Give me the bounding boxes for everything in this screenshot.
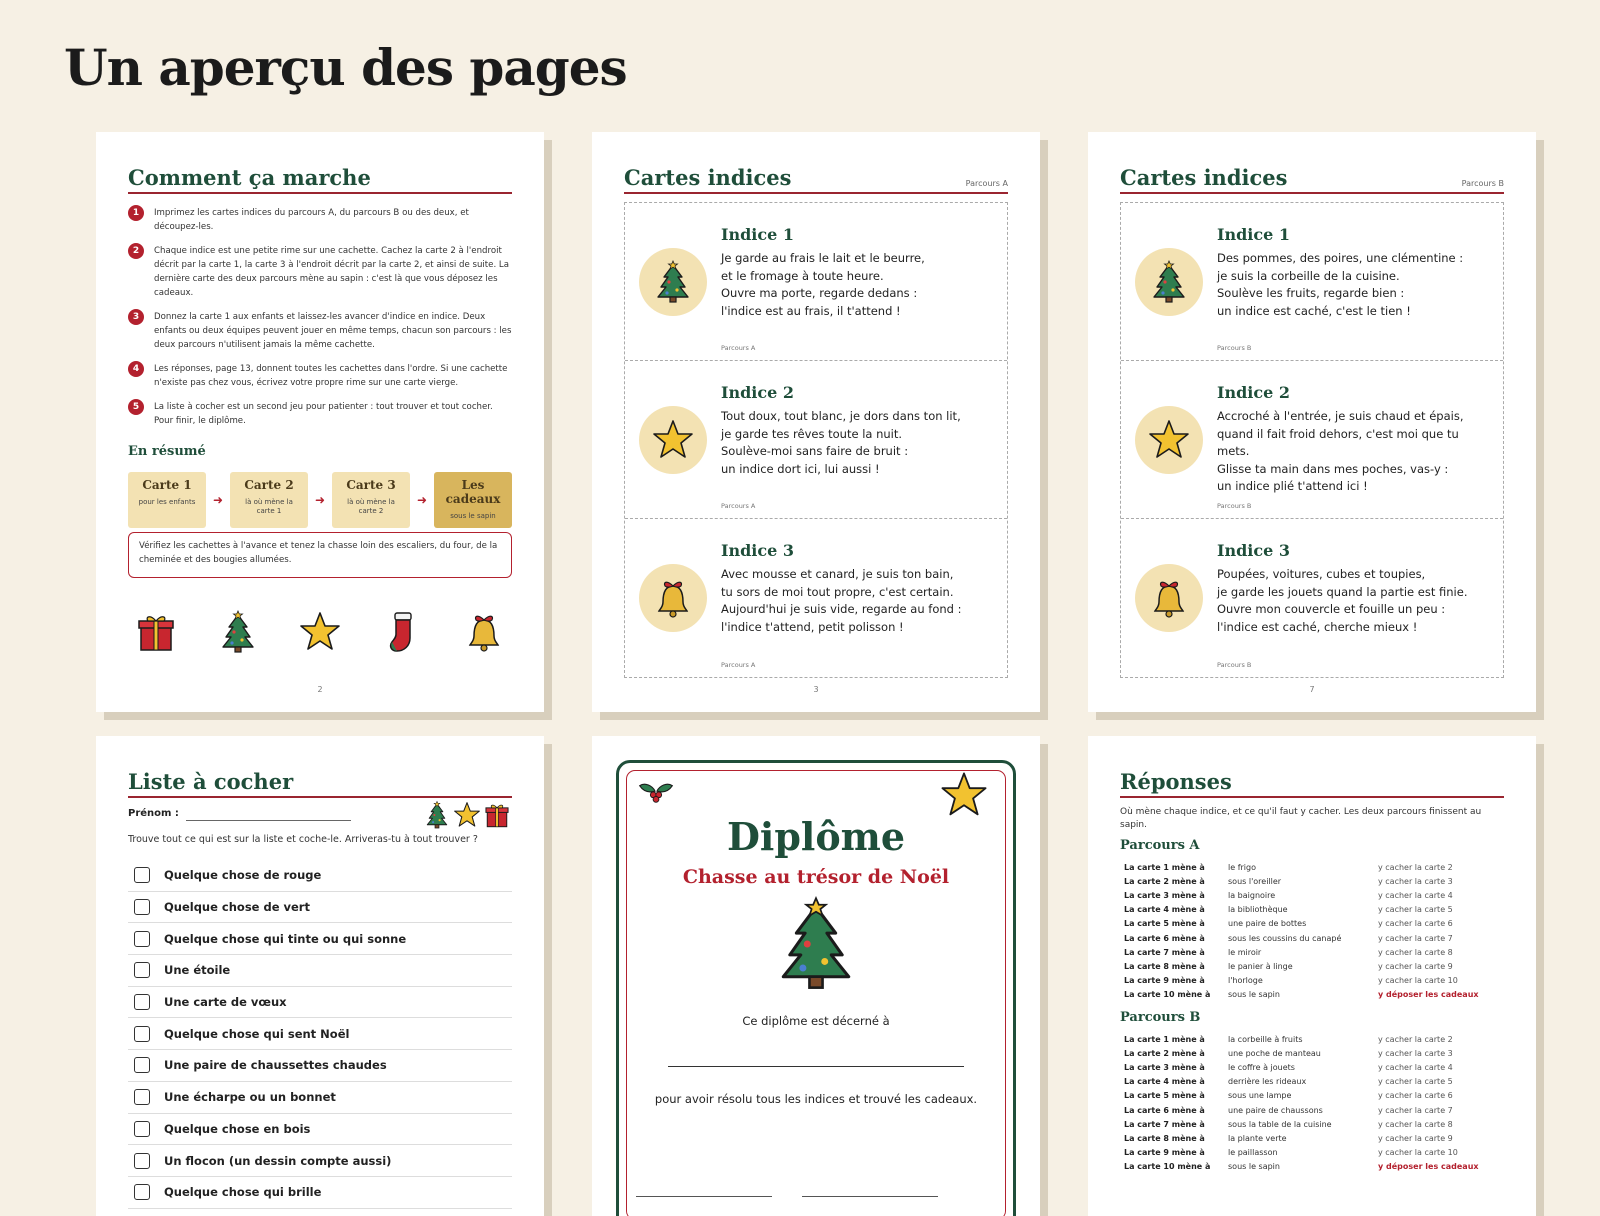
clue-cards <box>1120 202 1504 678</box>
icon-circle <box>639 564 707 632</box>
clue-card <box>1121 203 1503 361</box>
checklist-item[interactable] <box>128 1018 512 1050</box>
verse-line: Des pommes, des poires, une clémentine : <box>1217 251 1464 265</box>
checklist-item-label: Quelque chose qui sent Noël <box>164 1026 350 1041</box>
page-number: 3 <box>813 685 819 694</box>
answer-card: La carte 8 mène à <box>1124 961 1205 971</box>
answer-row <box>1124 1146 1504 1160</box>
page-cards-b[interactable] <box>1088 132 1536 712</box>
answer-row <box>1124 945 1504 959</box>
answer-location: une paire de bottes <box>1228 919 1307 929</box>
card-route-tag: Parcours B <box>1217 661 1252 669</box>
star-icon <box>653 418 693 462</box>
step-number-badge: 3 <box>128 309 144 325</box>
answer-row <box>1124 917 1504 931</box>
steps-list <box>128 206 512 438</box>
answer-action: y cacher la carte 8 <box>1378 947 1453 957</box>
step-text: La liste à cocher est un second jeu pour patienter : tout trouver et tout cocher. Pour finir, le diplôme. <box>154 402 493 426</box>
tree-icon <box>424 800 450 830</box>
answer-location: le frigo <box>1228 862 1256 872</box>
verse-line: Soulève les fruits, regarde bien : <box>1217 286 1405 300</box>
step-text: Chaque indice est une petite rime sur une cachette. Cachez la carte 2 à l'endroit décrit par la carte 1, la carte 3 à l'endroit décrit par la carte 2, et ainsi de suite. La dernière carte des deux parcours mène au sapin : c'est là que vous déposez les cadeaux. <box>154 246 509 298</box>
clue-verse <box>1217 250 1493 320</box>
flow-box-sub: là où mène la carte 1 <box>245 498 293 515</box>
verse-line: Accroché à l'entrée, je suis chaud et épais, <box>1217 409 1464 423</box>
checkbox[interactable] <box>134 931 150 947</box>
answer-action: y cacher la carte 6 <box>1378 919 1453 929</box>
answer-location: sous une lampe <box>1228 1091 1292 1101</box>
clue-title: Indice 2 <box>721 383 795 402</box>
arrow-right-icon: ➜ <box>416 493 428 507</box>
holly-icon <box>636 780 676 806</box>
step-number-badge: 4 <box>128 361 144 377</box>
verse-line: je garde les jouets quand la partie est finie. <box>1217 584 1468 599</box>
bell-icon <box>464 610 504 654</box>
verse-line: Ouvre mon couvercle et fouille un peu : <box>1217 602 1446 616</box>
step-text: Donnez la carte 1 aux enfants et laissez-les avancer d'indice en indice. Deux enfants ou deux équipes peuvent jouer en même temps, chacun son parcours : les deux parcours n'utilisent jamais la même cachette. <box>154 312 512 350</box>
card-route-tag: Parcours A <box>721 661 756 669</box>
answer-action: y cacher la carte 10 <box>1378 1148 1458 1158</box>
checklist-item-label: Quelque chose de rouge <box>164 868 322 883</box>
verse-line: l'indice est caché, cherche mieux ! <box>1217 619 1418 634</box>
checklist-item-label: Quelque chose de vert <box>164 900 310 915</box>
page-header <box>1120 766 1504 798</box>
checklist-item[interactable] <box>128 1114 512 1146</box>
checklist-item-label: Une carte de vœux <box>164 995 287 1010</box>
verse-line: quand il fait froid dehors, c'est moi que tu mets. <box>1217 426 1459 458</box>
clue-cards <box>624 202 1008 678</box>
answer-action: y cacher la carte 9 <box>1378 961 1453 971</box>
checklist-item[interactable] <box>128 987 512 1019</box>
verse-line: je suis la corbeille de la cuisine. <box>1217 268 1400 283</box>
gift-icon <box>484 800 510 830</box>
flow-box-sub: pour les enfants <box>138 498 196 506</box>
diploma-subtitle: Chasse au trésor de Noël <box>682 866 950 888</box>
clue-card <box>625 203 1007 361</box>
answer-card: La carte 10 mène à <box>1124 1162 1211 1172</box>
route-b-heading: Parcours B <box>1120 1010 1201 1025</box>
route-tag: Parcours A <box>965 179 1008 188</box>
checkbox[interactable] <box>134 1057 150 1073</box>
answer-action: y cacher la carte 5 <box>1378 905 1453 915</box>
checkbox[interactable] <box>134 1089 150 1105</box>
answer-location: le coffre à jouets <box>1228 1062 1295 1072</box>
clue-title: Indice 1 <box>721 225 795 244</box>
stocking-icon <box>382 610 422 654</box>
verse-line: Avec mousse et canard, je suis ton bain, <box>721 567 954 581</box>
answer-action: y cacher la carte 7 <box>1378 933 1453 943</box>
page-number: 2 <box>317 685 323 694</box>
flow-box-sub: là où mène la carte 2 <box>347 498 395 515</box>
flow-box <box>230 472 308 528</box>
answer-location: une poche de manteau <box>1228 1048 1321 1058</box>
verse-line: l'indice est au frais, il t'attend ! <box>721 303 901 318</box>
step-number-badge: 5 <box>128 399 144 415</box>
step-number-badge: 2 <box>128 243 144 259</box>
checklist-item-label: Quelque chose en bois <box>164 1121 311 1136</box>
page-answers[interactable] <box>1088 736 1536 1216</box>
arrow-right-icon: ➜ <box>212 493 224 507</box>
diploma-awarded-to: Ce diplôme est décerné à <box>742 1014 890 1028</box>
icon-circle <box>1135 248 1203 316</box>
answer-card: La carte 6 mène à <box>1124 933 1205 943</box>
page-heading: Réponses <box>1120 769 1232 794</box>
verse-line: Glisse ta main dans mes poches, vas-y : <box>1217 461 1449 476</box>
answer-action: y cacher la carte 5 <box>1378 1077 1453 1087</box>
answer-card: La carte 4 mène à <box>1124 905 1205 915</box>
verse-line: Soulève-moi sans faire de bruit : <box>721 444 909 458</box>
answer-row <box>1124 888 1504 902</box>
clue-verse <box>721 566 997 636</box>
answer-location: le panier à linge <box>1228 961 1293 971</box>
clue-card <box>625 519 1007 677</box>
page-heading: Cartes indices <box>624 165 792 190</box>
answer-location: la bibliothèque <box>1228 905 1288 915</box>
checklist-item[interactable] <box>128 1050 512 1082</box>
checklist-item[interactable] <box>128 1177 512 1209</box>
answer-location: derrière les rideaux <box>1228 1077 1307 1087</box>
clue-verse <box>1217 408 1493 496</box>
answer-card: La carte 1 mène à <box>1124 862 1205 872</box>
checkbox[interactable] <box>134 1153 150 1169</box>
answer-card: La carte 10 mène à <box>1124 990 1211 1000</box>
clue-verse <box>721 408 997 478</box>
checklist-item-label: Un flocon (un dessin compte aussi) <box>164 1153 392 1168</box>
checkbox[interactable] <box>134 1184 150 1200</box>
page-number: 7 <box>1309 685 1315 694</box>
icon-circle <box>1135 406 1203 474</box>
icon-circle <box>639 248 707 316</box>
flow-box <box>128 472 206 528</box>
page-heading: Comment ça marche <box>128 165 371 190</box>
flow-box-title: Carte 1 <box>142 478 192 492</box>
card-route-tag: Parcours A <box>721 344 756 352</box>
step-text: Les réponses, page 13, donnent toutes les cachettes dans l'ordre. Si une cachette n'existe pas chez vous, écrivez votre propre rime sur une carte vierge. <box>154 364 508 388</box>
checklist-item-label: Quelque chose qui tinte ou qui sonne <box>164 931 407 946</box>
answer-card: La carte 5 mène à <box>1124 919 1205 929</box>
safety-warning: Vérifiez les cachettes à l'avance et tenez la chasse loin des escaliers, du four, de la cheminée et des bougies allumées. <box>128 532 512 578</box>
verse-line: Ouvre ma porte, regarde dedans : <box>721 286 918 300</box>
step-item <box>128 400 512 428</box>
answer-action: y cacher la carte 8 <box>1378 1119 1453 1129</box>
verse-line: Aujourd'hui je suis vide, regarde au fond : <box>721 602 962 616</box>
clue-card <box>1121 361 1503 519</box>
page-diploma[interactable] <box>592 736 1040 1216</box>
page-heading: Liste à cocher <box>128 769 294 794</box>
answer-location: le miroir <box>1228 947 1262 957</box>
answer-row <box>1124 1032 1504 1046</box>
clue-card <box>625 361 1007 519</box>
answer-location: sous le sapin <box>1228 990 1280 1000</box>
answer-card: La carte 9 mène à <box>1124 1148 1205 1158</box>
answer-location: une paire de chaussons <box>1228 1105 1323 1115</box>
checklist-item[interactable] <box>128 955 512 987</box>
verse-line: Je garde au frais le lait et le beurre, <box>721 251 925 265</box>
checklist-item[interactable] <box>128 892 512 924</box>
flow-box-sub: sous le sapin <box>450 512 496 520</box>
checklist-item[interactable] <box>128 1082 512 1114</box>
page-heading: Cartes indices <box>1120 165 1288 190</box>
page-header <box>624 162 1008 194</box>
name-label: Prénom : <box>128 808 179 819</box>
answer-row <box>1124 903 1504 917</box>
clue-title: Indice 1 <box>1217 225 1291 244</box>
icon-circle <box>639 406 707 474</box>
answer-location: sous le sapin <box>1228 1162 1280 1172</box>
answer-row <box>1124 1075 1504 1089</box>
answer-action: y cacher la carte 9 <box>1378 1133 1453 1143</box>
answer-row <box>1124 931 1504 945</box>
checklist-item-label: Une écharpe ou un bonnet <box>164 1090 336 1105</box>
page-header <box>128 766 512 798</box>
verse-line: et le fromage à toute heure. <box>721 268 884 283</box>
answer-action: y cacher la carte 7 <box>1378 1105 1453 1115</box>
answer-card: La carte 7 mène à <box>1124 947 1205 957</box>
star-icon <box>454 800 480 830</box>
bell-icon <box>1149 576 1189 620</box>
signature-line[interactable] <box>636 1196 772 1197</box>
verse-line: Poupées, voitures, cubes et toupies, <box>1217 567 1426 581</box>
route-tag: Parcours B <box>1461 179 1504 188</box>
answer-card: La carte 7 mène à <box>1124 1119 1205 1129</box>
answer-row <box>1124 1117 1504 1131</box>
card-route-tag: Parcours B <box>1217 502 1252 510</box>
icon-circle <box>1135 564 1203 632</box>
answer-card: La carte 6 mène à <box>1124 1105 1205 1115</box>
answer-location: le paillasson <box>1228 1148 1278 1158</box>
answer-action: y cacher la carte 6 <box>1378 1091 1453 1101</box>
checkbox[interactable] <box>134 994 150 1010</box>
answer-row <box>1124 1160 1504 1174</box>
step-item <box>128 362 512 390</box>
answer-action: y cacher la carte 3 <box>1378 876 1453 886</box>
answer-card: La carte 3 mène à <box>1124 1062 1205 1072</box>
star-icon <box>1149 418 1189 462</box>
verse-line: je garde tes rêves toute la nuit. <box>721 426 903 441</box>
card-route-tag: Parcours A <box>721 502 756 510</box>
answer-row <box>1124 860 1504 874</box>
clue-title: Indice 3 <box>1217 541 1291 560</box>
answer-card: La carte 1 mène à <box>1124 1034 1205 1044</box>
page-header <box>128 162 512 194</box>
summary-flow <box>128 472 512 528</box>
checkbox[interactable] <box>134 962 150 978</box>
answer-location: la plante verte <box>1228 1133 1287 1143</box>
step-item <box>128 206 512 234</box>
arrow-right-icon: ➜ <box>314 493 326 507</box>
verse-line: un indice plié t'attend ici ! <box>1217 479 1368 493</box>
answer-card: La carte 9 mène à <box>1124 976 1205 986</box>
answer-action: y cacher la carte 4 <box>1378 1062 1453 1072</box>
answer-action: y cacher la carte 3 <box>1378 1048 1453 1058</box>
answer-location: sous l'oreiller <box>1228 876 1282 886</box>
verse-line: tu sors de moi tout propre, c'est certain. <box>721 584 954 599</box>
answer-action: y déposer les cadeaux <box>1378 990 1479 1000</box>
answer-action: y cacher la carte 10 <box>1378 976 1458 986</box>
page-how-it-works[interactable] <box>96 132 544 712</box>
answer-location: la baignoire <box>1228 890 1276 900</box>
checklist-item-label: Quelque chose qui brille <box>164 1185 322 1200</box>
recipient-line[interactable] <box>668 1066 964 1067</box>
tree-icon <box>1149 260 1189 304</box>
answer-row <box>1124 874 1504 888</box>
checklist-item[interactable] <box>128 860 512 892</box>
answer-row <box>1124 1131 1504 1145</box>
answer-card: La carte 5 mène à <box>1124 1091 1205 1101</box>
step-item <box>128 310 512 352</box>
verse-line: un indice dort ici, lui aussi ! <box>721 461 880 476</box>
step-number-badge: 1 <box>128 205 144 221</box>
route-a-heading: Parcours A <box>1120 838 1200 853</box>
answer-action: y cacher la carte 2 <box>1378 1034 1453 1044</box>
checklist-item[interactable] <box>128 923 512 955</box>
clue-verse <box>1217 566 1493 636</box>
verse-line: l'indice t'attend, petit polisson ! <box>721 619 904 634</box>
answer-card: La carte 2 mène à <box>1124 876 1205 886</box>
answer-location: sous la table de la cuisine <box>1228 1119 1332 1129</box>
answer-row <box>1124 988 1504 1002</box>
page-cards-a[interactable] <box>592 132 1040 712</box>
date-line[interactable] <box>802 1196 938 1197</box>
checklist-item-label: Une paire de chaussettes chaudes <box>164 1058 387 1073</box>
answer-row <box>1124 974 1504 988</box>
answer-row <box>1124 1089 1504 1103</box>
answer-card: La carte 3 mène à <box>1124 890 1205 900</box>
gift-icon <box>136 610 176 654</box>
clue-card <box>1121 519 1503 677</box>
checklist-icons <box>424 800 510 830</box>
step-item <box>128 244 512 300</box>
checkbox[interactable] <box>134 1026 150 1042</box>
tree-icon <box>653 260 693 304</box>
answers-table-b <box>1124 1032 1504 1174</box>
decor-icons-row <box>136 610 504 654</box>
answer-location: la corbeille à fruits <box>1228 1034 1303 1044</box>
bell-icon <box>653 576 693 620</box>
page-title: Un aperçu des pages <box>64 38 627 97</box>
page-header <box>1120 162 1504 194</box>
diploma-title: Diplôme <box>726 814 906 859</box>
summary-heading: En résumé <box>128 444 206 459</box>
answer-row <box>1124 959 1504 973</box>
verse-line: un indice est caché, c'est le tien ! <box>1217 303 1411 318</box>
flow-box-final <box>434 472 512 528</box>
answers-table-a <box>1124 860 1504 1002</box>
answer-location: sous les coussins du canapé <box>1228 933 1342 943</box>
checkbox[interactable] <box>134 1121 150 1137</box>
answer-card: La carte 4 mène à <box>1124 1077 1205 1087</box>
card-route-tag: Parcours B <box>1217 344 1252 352</box>
verse-line: Tout doux, tout blanc, je dors dans ton lit, <box>721 409 961 423</box>
answer-card: La carte 2 mène à <box>1124 1048 1205 1058</box>
tree-icon <box>218 610 258 654</box>
tree-icon <box>772 896 860 992</box>
answer-location: l'horloge <box>1228 976 1263 986</box>
checklist-item-label: Une étoile <box>164 963 231 978</box>
answer-row <box>1124 1103 1504 1117</box>
answer-row <box>1124 1046 1504 1060</box>
clue-title: Indice 3 <box>721 541 795 560</box>
answers-intro: Où mène chaque indice, et ce qu'il faut y cacher. Les deux parcours finissent au sapin. <box>1120 807 1482 830</box>
answer-action: y cacher la carte 2 <box>1378 862 1453 872</box>
flow-box <box>332 472 410 528</box>
answer-row <box>1124 1060 1504 1074</box>
answer-card: La carte 8 mène à <box>1124 1133 1205 1143</box>
checklist-item[interactable] <box>128 1145 512 1177</box>
step-text: Imprimez les cartes indices du parcours A, du parcours B ou des deux, et découpez-les. <box>154 208 469 232</box>
checklist <box>128 860 512 1209</box>
diploma-reason: pour avoir résolu tous les indices et trouvé les cadeaux. <box>654 1092 978 1106</box>
answer-action: y déposer les cadeaux <box>1378 1162 1479 1172</box>
checklist-intro: Trouve tout ce qui est sur la liste et coche-le. Arriveras-tu à tout trouver ? <box>128 834 478 845</box>
name-line[interactable] <box>186 820 351 821</box>
star-icon <box>940 770 988 820</box>
flow-box-title: Carte 3 <box>346 478 396 492</box>
star-icon <box>300 610 340 654</box>
checkbox[interactable] <box>134 867 150 883</box>
flow-box-title: Les cadeaux <box>445 478 501 506</box>
flow-box-title: Carte 2 <box>244 478 294 492</box>
answer-action: y cacher la carte 4 <box>1378 890 1453 900</box>
clue-title: Indice 2 <box>1217 383 1291 402</box>
checkbox[interactable] <box>134 899 150 915</box>
clue-verse <box>721 250 997 320</box>
page-checklist[interactable] <box>96 736 544 1216</box>
